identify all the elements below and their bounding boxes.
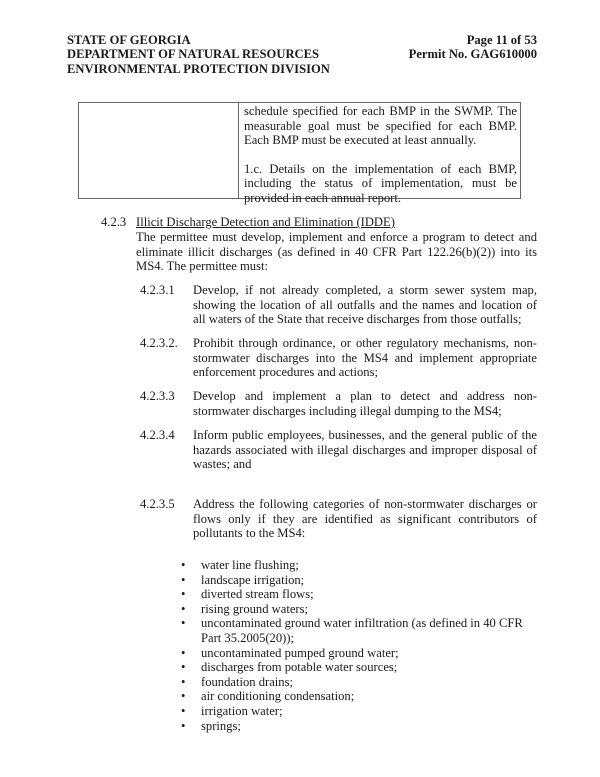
bullet-item: [178, 675, 537, 690]
bullet-text: water line flushing;: [201, 558, 299, 572]
table-paragraph: 1.c. Details on the implementation of each BMP, including the status of implementation, must be provided in each annual report.: [244, 161, 517, 205]
page-number: Page 11 of 53: [466, 33, 537, 47]
bullet-item: [178, 660, 537, 675]
bullet-icon: •: [181, 718, 186, 733]
bullet-icon: •: [181, 645, 186, 660]
bullet-item: [178, 573, 537, 588]
bullet-item: [178, 616, 537, 645]
bullet-item: [178, 719, 537, 734]
page-info-block: [409, 33, 537, 62]
agency-block: [67, 33, 330, 76]
bullet-icon: •: [181, 601, 186, 616]
table-right-cell: [244, 104, 517, 206]
item-number: 4.2.3.1: [140, 283, 175, 297]
bmp-table-continuation: [78, 102, 521, 205]
item-text: Develop and implement a plan to detect and address non-stormwater discharges including illegal dumping to the MS4;: [193, 389, 537, 418]
bullet-text: landscape irrigation;: [201, 572, 305, 587]
item-number: 4.2.3.5: [140, 497, 175, 511]
bullet-text: uncontaminated ground water infiltration (as defined in 40 CFR Part 35.2005(20));: [201, 616, 523, 645]
bullet-item: [178, 689, 537, 704]
bullet-icon: •: [181, 572, 186, 587]
agency-division: ENVIRONMENTAL PROTECTION DIVISION: [67, 61, 330, 76]
item-number: 4.2.3.3: [140, 389, 175, 403]
bullet-text: foundation drains;: [201, 674, 293, 689]
bullet-text: uncontaminated pumped ground water;: [201, 645, 399, 660]
bullet-icon: •: [181, 674, 186, 689]
bullet-icon: •: [181, 558, 186, 572]
item-number: 4.2.3.4: [140, 428, 175, 442]
bullet-icon: •: [181, 703, 186, 718]
bullet-text: rising ground waters;: [201, 601, 309, 616]
bullet-icon: •: [181, 689, 186, 704]
item-text: Develop, if not already completed, a storm sewer system map, showing the location of all outfalls and the names and location of all waters of the State that receive discharges from those outfalls;: [193, 283, 537, 327]
permit-number: Permit No. GAG610000: [408, 47, 537, 62]
item-text: Inform public employees, businesses, and the general public of the hazards associated with illegal discharges and improper disposal of wastes; and: [193, 428, 537, 472]
bullet-icon: •: [181, 587, 186, 602]
table-left-cell: [79, 103, 239, 198]
bullet-text: air conditioning condensation;: [201, 689, 355, 704]
bullet-text: springs;: [201, 718, 241, 733]
table-paragraph: schedule specified for each BMP in the SWMP. The measurable goal must be specified for each BMP. Each BMP must be executed at least annually.: [244, 104, 517, 148]
bullet-icon: •: [181, 660, 186, 675]
bullet-icon: •: [181, 616, 186, 631]
bullet-text: discharges from potable water sources;: [201, 660, 398, 675]
item-text: Address the following categories of non-stormwater discharges or flows only if they are identified as significant contributors of pollutants to the MS4:: [193, 497, 537, 541]
agency-department: DEPARTMENT OF NATURAL RESOURCES: [67, 47, 320, 62]
item-number: 4.2.3.2.: [140, 336, 178, 350]
bullet-text: diverted stream flows;: [201, 587, 314, 602]
bullet-item: [178, 558, 537, 573]
agency-state: STATE OF GEORGIA: [67, 33, 191, 47]
section-body: The permittee must develop, implement and enforce a program to detect and eliminate illicit discharges (as defined in 40 CFR Part 122.26(b)(2)) into its MS4. The permittee must:: [136, 230, 537, 274]
item-text: Prohibit through ordinance, or other regulatory mechanisms, non-stormwater discharges into the MS4 and implement appropriate enforcement procedures and actions;: [193, 336, 537, 380]
bullet-item: [178, 646, 537, 661]
bullet-item: [178, 704, 537, 719]
bullet-item: [178, 587, 537, 602]
section-number: 4.2.3: [101, 215, 127, 229]
section-title: Illicit Discharge Detection and Elimination (IDDE): [136, 215, 395, 229]
discharge-categories-list: [178, 558, 537, 733]
bullet-item: [178, 602, 537, 617]
bullet-text: irrigation water;: [201, 703, 283, 718]
